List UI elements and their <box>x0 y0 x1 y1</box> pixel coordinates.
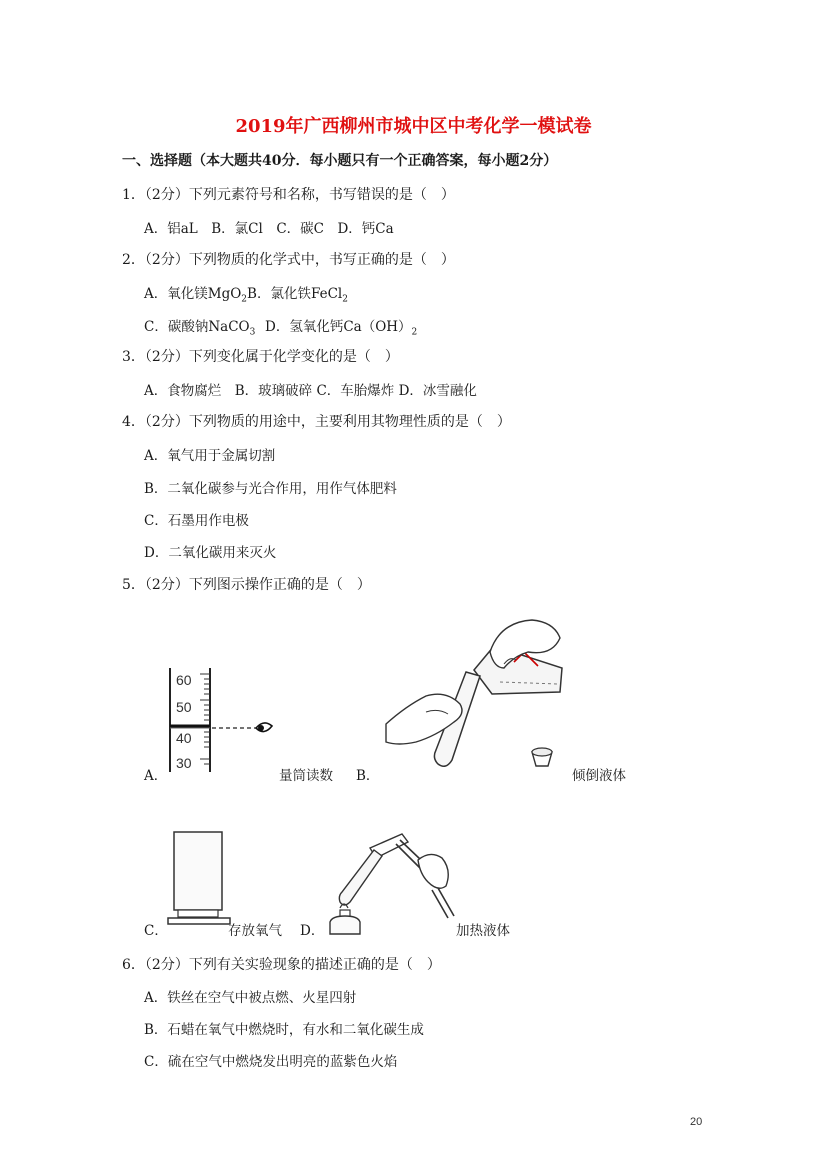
eye-icon <box>256 723 272 732</box>
q5-a-caption: 量筒读数 <box>279 768 333 784</box>
q6-stem: 6．（2分）下列有关实验现象的描述正确的是（ ） <box>122 957 441 973</box>
q2-option-d-sub: 2 <box>411 327 418 338</box>
page-title: 2019年广西柳州市城中区中考化学一模试卷 <box>235 116 592 137</box>
q6-option-c: C．硫在空气中燃烧发出明亮的蓝紫色火焰 <box>144 1054 398 1070</box>
q1-options: A．铝aL B．氯Cl C．碳C D．钙Ca <box>144 221 394 237</box>
q2-option-c-sub: 3 <box>249 327 256 338</box>
q5-c-letter: C． <box>144 923 168 939</box>
q6-option-a: A．铁丝在空气中被点燃、火星四射 <box>144 990 357 1006</box>
q5-a-letter: A． <box>144 768 168 784</box>
tick-label-50: 50 <box>176 699 192 715</box>
gas-jar-figure <box>166 830 236 930</box>
q1-stem: 1．（2分）下列元素符号和名称，书写错误的是（ ） <box>122 187 455 203</box>
q2-option-c-line <box>144 315 255 338</box>
holding-hand-d <box>418 854 454 918</box>
alcohol-lamp <box>330 904 360 934</box>
q5-stem: 5．（2分）下列图示操作正确的是（ ） <box>122 577 371 593</box>
q5-d-letter: D． <box>300 923 325 939</box>
q5-b-letter: B． <box>356 768 380 784</box>
pouring-liquid-figure <box>382 612 582 780</box>
q4-stem: 4．（2分）下列物质的用途中，主要利用其物理性质的是（ ） <box>122 414 511 430</box>
q2-stem: 2．（2分）下列物质的化学式中，书写正确的是（ ） <box>122 252 455 268</box>
q3-options: A．食物腐烂 B．玻璃破碎 C．车胎爆炸 D．冰雪融化 <box>144 383 477 399</box>
q2-option-a-sub: 2 <box>241 294 248 305</box>
bottle-stopper <box>532 748 552 766</box>
page-number: 20 <box>690 1116 703 1128</box>
cylinder-reading-figure <box>166 664 278 776</box>
section-heading: 一、选择题（本大题共40分．每小题只有一个正确答案，每小题2分） <box>122 153 558 169</box>
q2-option-b-sub: 2 <box>342 294 348 305</box>
heated-test-tube <box>339 850 382 905</box>
q2-option-a: A．氧化镁MgO <box>144 286 242 302</box>
tick-label-60: 60 <box>176 672 192 688</box>
q4-option-c: C．石墨用作电极 <box>144 513 249 529</box>
q6-option-b: B．石蜡在氧气中燃烧时，有水和二氧化碳生成 <box>144 1022 424 1038</box>
q5-b-caption: 倾倒液体 <box>572 768 626 784</box>
q5-d-caption: 加热液体 <box>456 923 510 939</box>
q4-option-a: A．氧气用于金属切割 <box>144 448 276 464</box>
tick-label-30: 30 <box>176 755 192 771</box>
q5-c-caption: 存放氧气 <box>228 923 282 939</box>
heating-liquid-figure <box>318 830 458 940</box>
q2-option-d: D．氢氧化钙Ca（OH） <box>265 319 412 335</box>
q2-option-d-line <box>265 315 417 338</box>
q2-options-ab <box>144 282 348 305</box>
q2-option-b: B．氯化铁FeCl <box>247 286 343 302</box>
q3-stem: 3．（2分）下列变化属于化学变化的是（ ） <box>122 349 399 365</box>
q4-option-b: B．二氧化碳参与光合作用，用作气体肥料 <box>144 481 397 497</box>
tick-label-40: 40 <box>176 730 192 746</box>
q4-option-d: D．二氧化碳用来灭火 <box>144 545 277 561</box>
q2-option-c: C．碳酸钠NaCO <box>144 319 250 335</box>
